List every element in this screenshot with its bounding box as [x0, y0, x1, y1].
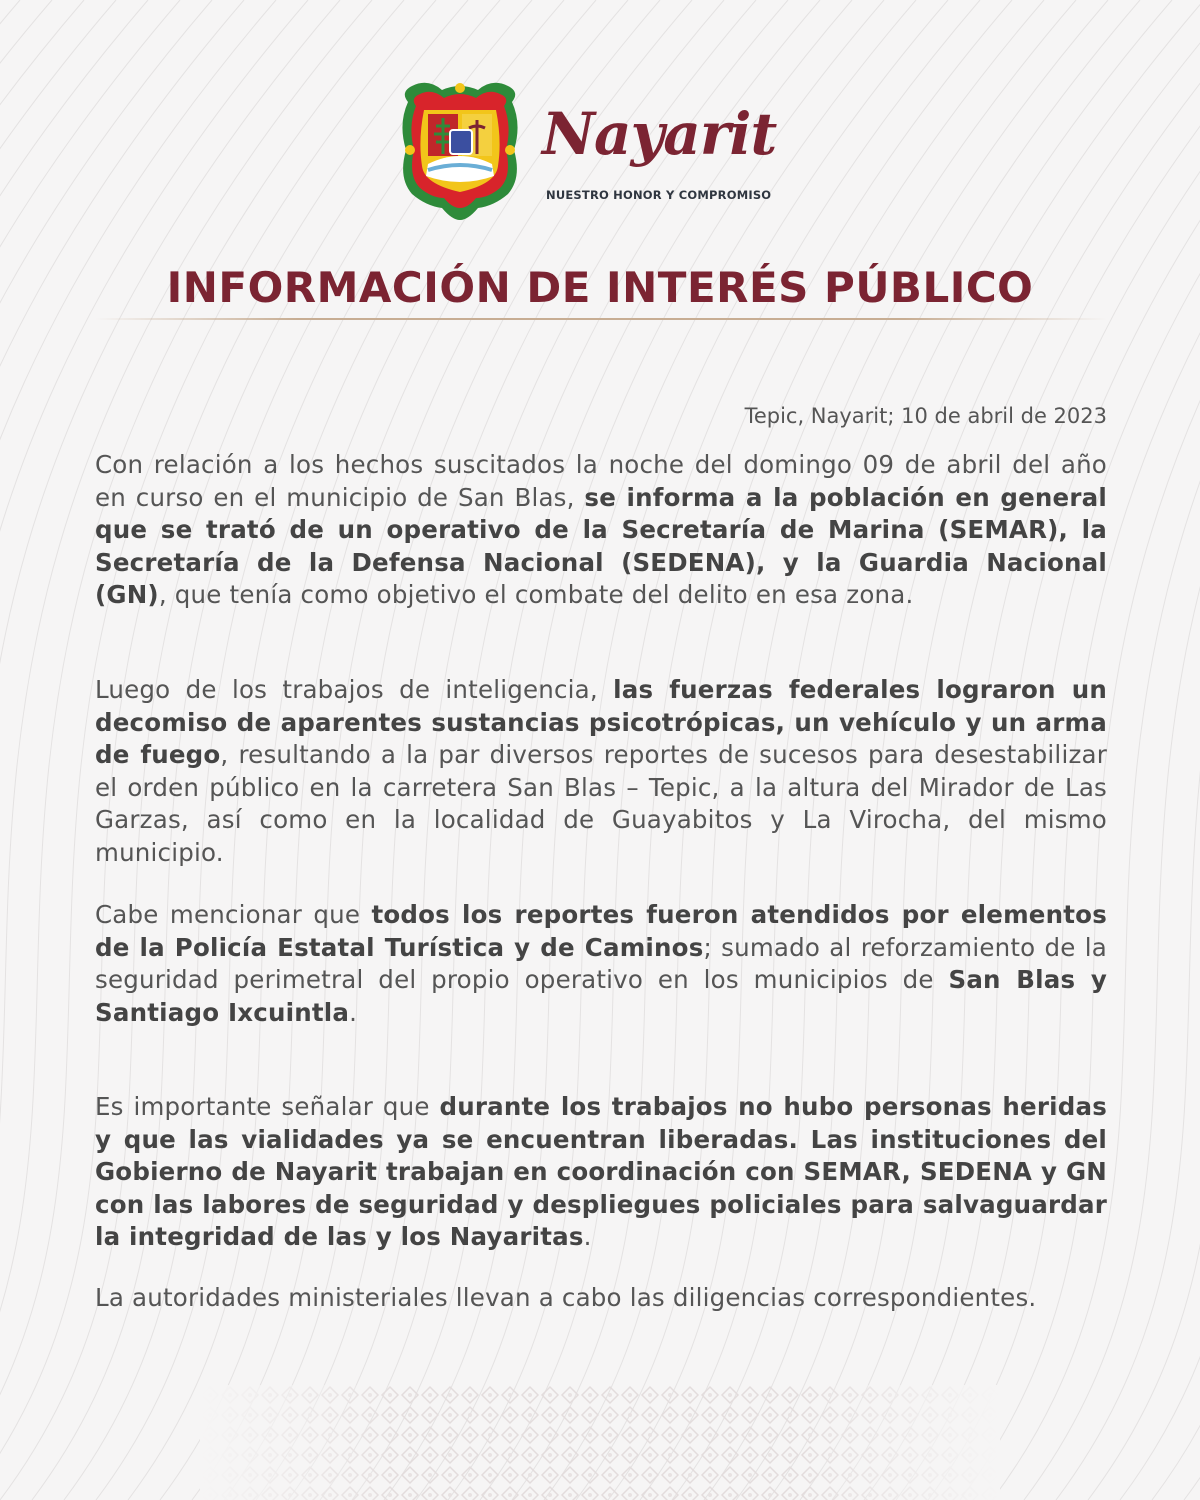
footer-ornament-pattern: [200, 1385, 1000, 1500]
paragraph-bold-text: San Blas y Santiago Ixcuintla: [95, 965, 1107, 1027]
header: [0, 80, 1200, 230]
brand-logo: [540, 94, 820, 214]
paragraph-text: Es importante señalar que: [95, 1092, 440, 1121]
paragraph-5: [95, 1282, 1107, 1315]
paragraph-bold-text: se informa a la población en general que se trató de un operativo de la Secretaría de Marina (SEMAR), la Secretaría de la Defensa Nacional (SEDENA), y la Guardia Nacional (GN): [95, 482, 1107, 610]
paragraph-text: .: [349, 997, 358, 1027]
paragraph-text: Con relación a los hechos suscitados la noche del domingo 09 de abril del año en curso en el municipio de San Blas,: [95, 450, 1107, 512]
paragraph-2: [95, 674, 1107, 870]
brand-tagline: NUESTRO HONOR Y COMPROMISO: [546, 188, 772, 202]
brand-wordmark: Nayarit: [542, 100, 777, 168]
state-coat-of-arms-icon: [398, 80, 522, 222]
paragraph-3: [95, 899, 1107, 1029]
title-divider: [95, 318, 1107, 320]
paragraph-text: Cabe mencionar que: [95, 900, 372, 929]
paragraph-text: ; sumado al reforzamiento de la seguridad perimetral del propio operativo en los municipios de: [95, 932, 1107, 995]
paragraph-1: [95, 449, 1107, 612]
paragraph-text: La autoridades ministeriales llevan a cabo las diligencias correspondientes.: [95, 1283, 1037, 1312]
paragraph-text: , que tenía como objetivo el combate del delito en esa zona.: [158, 580, 914, 610]
paragraph-text: , resultando a la par diversos reportes de sucesos para desestabilizar el orden público en la carretera San Blas – Tepic, a la altura del Mirador de Las Garzas, así como en la localidad de Guayabitos y La Virocha, del mismo municipio.: [95, 740, 1107, 867]
paragraph-bold-text: las fuerzas federales lograron un decomiso de aparentes sustancias psicotrópicas, un vehículo y un arma de fuego: [95, 675, 1107, 770]
paragraph-4: [95, 1091, 1107, 1254]
paragraph-bold-text: todos los reportes fueron atendidos por elementos de la Policía Estatal Turística y de Caminos: [95, 900, 1107, 962]
dateline: Tepic, Nayarit; 10 de abril de 2023: [744, 404, 1107, 428]
paragraph-text: .: [583, 1222, 592, 1252]
page-title: INFORMACIÓN DE INTERÉS PÚBLICO: [166, 263, 1034, 312]
paragraph-bold-text: durante los trabajos no hubo personas heridas y que las vialidades ya se encuentran liberadas. Las instituciones del Gobierno de Nayarit trabajan en coordinación con SEMAR, SEDENA y GN con las labores de seguridad y despliegues policiales para salvaguardar la integridad de las y los Nayaritas: [95, 1092, 1107, 1252]
paragraph-text: Luego de los trabajos de inteligencia,: [95, 675, 614, 704]
